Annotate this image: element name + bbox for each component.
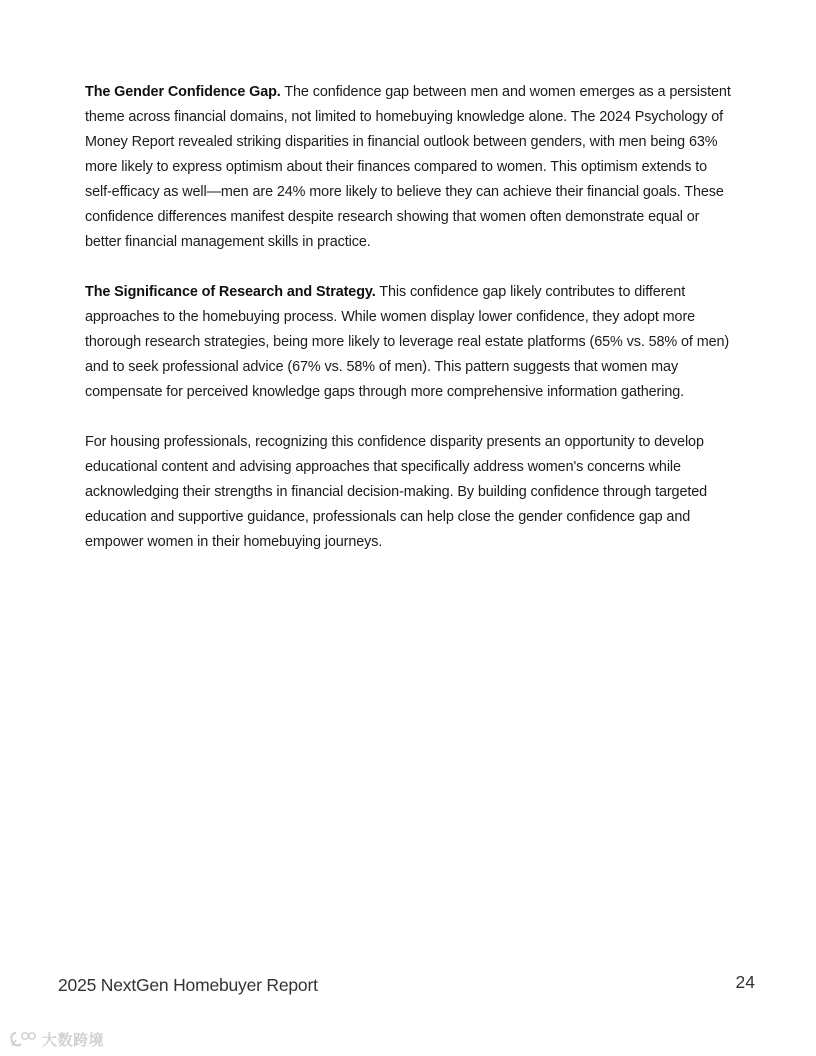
watermark [8,1029,104,1050]
paragraph-heading: The Gender Confidence Gap. [85,84,281,100]
paragraph-gender-confidence-gap [85,80,735,255]
page-number: 24 [735,972,755,992]
paragraph-body: This confidence gap likely contributes to different approaches to the homebuying process. While women display lower confidence, they adopt more thorough research strategies, being more likely to leverage real estate platforms (65% vs. 58% of men) and to seek professional advice (67% vs. 58% of men). This pattern suggests that women may compensate for perceived knowledge gaps through more comprehensive information gathering. [85,284,730,400]
paragraph-body: For housing professionals, recognizing this confidence disparity presents an opportunity to develop educational content and advising approaches that specifically address women's concerns while acknowledging their strengths in financial decision-making. By building confidence through targeted education and supportive guidance, professionals can help close the gender confidence gap and empower women in their homebuying journeys. [85,434,708,550]
footer-report-title: 2025 NextGen Homebuyer Report [58,975,318,995]
watermark-logo-icon [8,1030,38,1050]
paragraph-body: The confidence gap between men and women emerges as a persistent theme across financial domains, not limited to homebuying knowledge alone. The 2024 Psychology of Money Report revealed striking disparities in financial outlook between genders, with men being 63% more likely to express optimism about their finances compared to women. This optimism extends to self-efficacy as well—men are 24% more likely to believe they can achieve their financial goals. These confidence differences manifest despite research showing that women often demonstrate equal or better financial management skills in practice. [85,84,731,250]
watermark-text: 大数跨境 [42,1031,105,1049]
paragraph-heading: The Significance of Research and Strategy. [85,284,376,300]
report-body [85,80,735,580]
paragraph-research-strategy [85,280,735,405]
paragraph-housing-professionals [85,430,735,555]
